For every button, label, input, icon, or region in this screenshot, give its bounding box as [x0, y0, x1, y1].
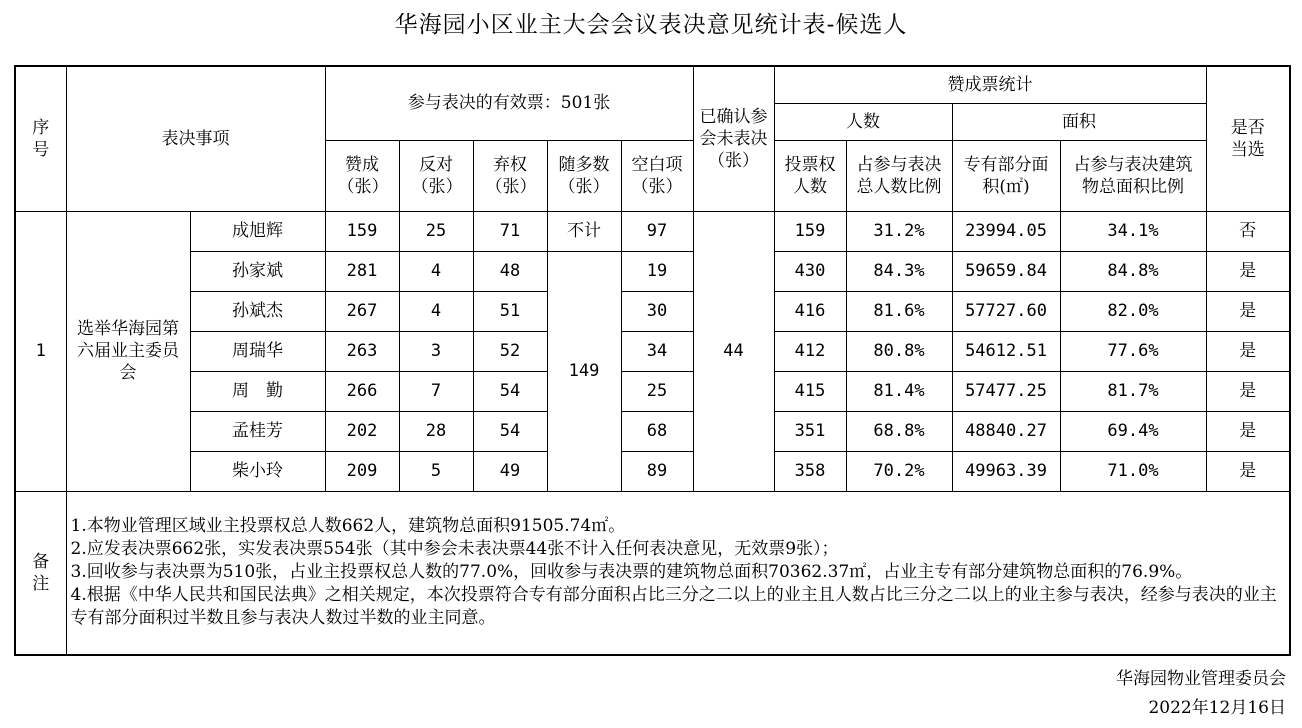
area-cell: 59659.84 — [952, 251, 1060, 291]
header-seq: 序号 — [15, 66, 66, 211]
follow-majority-cell: 不计 — [547, 211, 621, 251]
candidate-name: 周瑞华 — [190, 331, 325, 371]
header-approve: 赞成（张） — [325, 140, 399, 211]
elected-cell: 是 — [1206, 251, 1290, 291]
abstain-cell: 54 — [473, 371, 547, 411]
blank-cell: 34 — [621, 331, 693, 371]
people-ratio-cell: 80.8% — [846, 331, 952, 371]
table-row — [15, 211, 1290, 251]
area-cell: 49963.39 — [952, 451, 1060, 491]
table-row — [15, 251, 1290, 291]
header-exclusive-area: 专有部分面积(㎡) — [952, 140, 1060, 211]
elected-cell: 是 — [1206, 291, 1290, 331]
approve-cell: 281 — [325, 251, 399, 291]
candidate-name: 孟桂芳 — [190, 411, 325, 451]
oppose-cell: 25 — [399, 211, 473, 251]
table-row — [15, 411, 1290, 451]
follow-majority-merged-cell: 149 — [547, 251, 621, 491]
vote-statistics-table — [14, 65, 1291, 656]
elected-cell: 否 — [1206, 211, 1290, 251]
header-abstain: 弃权（张） — [473, 140, 547, 211]
oppose-cell: 5 — [399, 451, 473, 491]
abstain-cell: 49 — [473, 451, 547, 491]
voters-cell: 415 — [774, 371, 846, 411]
people-ratio-cell: 70.2% — [846, 451, 952, 491]
item-label: 选举华海园第六届业主委员会 — [66, 211, 190, 491]
abstain-cell: 48 — [473, 251, 547, 291]
approve-cell: 263 — [325, 331, 399, 371]
table-row — [15, 291, 1290, 331]
area-ratio-cell: 69.4% — [1060, 411, 1206, 451]
candidate-name: 成旭辉 — [190, 211, 325, 251]
approve-cell: 266 — [325, 371, 399, 411]
area-ratio-cell: 34.1% — [1060, 211, 1206, 251]
voters-cell: 412 — [774, 331, 846, 371]
voters-cell: 430 — [774, 251, 846, 291]
blank-cell: 68 — [621, 411, 693, 451]
notes-content — [66, 491, 1290, 655]
oppose-cell: 4 — [399, 251, 473, 291]
header-elected: 是否当选 — [1206, 66, 1290, 211]
note-item: 3.回收参与表决票为510张，占业主投票权总人数的77.0%，回收参与表决票的建筑物总面积70362.37㎡，占业主专有部分建筑物总面积的76.9%。 — [70, 562, 1193, 583]
candidate-name: 孙斌杰 — [190, 291, 325, 331]
blank-cell: 97 — [621, 211, 693, 251]
header-approve-stats: 赞成票统计 — [774, 66, 1206, 103]
approve-cell: 267 — [325, 291, 399, 331]
header-unconfirmed: 已确认参会未表决（张） — [693, 66, 774, 211]
candidate-name: 孙家斌 — [190, 251, 325, 291]
notes-label: 备注 — [15, 491, 66, 655]
voters-cell: 416 — [774, 291, 846, 331]
row-seq: 1 — [15, 211, 66, 491]
notes-row — [15, 491, 1290, 655]
candidate-name: 周 勤 — [190, 371, 325, 411]
area-cell: 57727.60 — [952, 291, 1060, 331]
header-follow-majority: 随多数（张） — [547, 140, 621, 211]
area-cell: 57477.25 — [952, 371, 1060, 411]
header-valid-votes: 参与表决的有效票：501张 — [325, 66, 693, 140]
header-area: 面积 — [952, 103, 1206, 140]
signature-org: 华海园物业管理委员会 — [1116, 669, 1286, 689]
voters-cell: 358 — [774, 451, 846, 491]
unconfirmed-cell: 44 — [693, 211, 774, 491]
oppose-cell: 4 — [399, 291, 473, 331]
people-ratio-cell: 84.3% — [846, 251, 952, 291]
signature-date: 2022年12月16日 — [1148, 698, 1286, 718]
people-ratio-cell: 68.8% — [846, 411, 952, 451]
blank-cell: 19 — [621, 251, 693, 291]
oppose-cell: 3 — [399, 331, 473, 371]
voters-cell: 159 — [774, 211, 846, 251]
blank-cell: 30 — [621, 291, 693, 331]
note-item: 4.根据《中华人民共和国民法典》之相关规定，本次投票符合专有部分面积占比三分之二以上的业主且人数占比三分之二以上的业主参与表决，经参与表决的业主专有部分面积过半数且参与表决人数过半数的业主同意。 — [70, 585, 1277, 629]
header-item: 表决事项 — [66, 66, 325, 211]
document-title: 华海园小区业主大会会议表决意见统计表-候选人 — [394, 12, 908, 38]
elected-cell: 是 — [1206, 411, 1290, 451]
note-item: 2.应发表决票662张，实发表决票554张（其中参会未表决票44张不计入任何表决意见，无效票9张）； — [70, 539, 839, 560]
blank-cell: 89 — [621, 451, 693, 491]
header-blank: 空白项（张） — [621, 140, 693, 211]
oppose-cell: 28 — [399, 411, 473, 451]
area-ratio-cell: 84.8% — [1060, 251, 1206, 291]
area-ratio-cell: 77.6% — [1060, 331, 1206, 371]
elected-cell: 是 — [1206, 451, 1290, 491]
area-cell: 23994.05 — [952, 211, 1060, 251]
area-cell: 48840.27 — [952, 411, 1060, 451]
header-oppose: 反对（张） — [399, 140, 473, 211]
header-area-ratio: 占参与表决建筑物总面积比例 — [1060, 140, 1206, 211]
table-row — [15, 371, 1290, 411]
abstain-cell: 51 — [473, 291, 547, 331]
table-row — [15, 331, 1290, 371]
elected-cell: 是 — [1206, 331, 1290, 371]
people-ratio-cell: 81.6% — [846, 291, 952, 331]
oppose-cell: 7 — [399, 371, 473, 411]
note-item: 1.本物业管理区域业主投票权总人数662人，建筑物总面积91505.74㎡。 — [70, 516, 626, 537]
voters-cell: 351 — [774, 411, 846, 451]
approve-cell: 159 — [325, 211, 399, 251]
abstain-cell: 71 — [473, 211, 547, 251]
area-ratio-cell: 71.0% — [1060, 451, 1206, 491]
elected-cell: 是 — [1206, 371, 1290, 411]
candidate-name: 柴小玲 — [190, 451, 325, 491]
header-people: 人数 — [774, 103, 952, 140]
header-voters: 投票权人数 — [774, 140, 846, 211]
area-ratio-cell: 81.7% — [1060, 371, 1206, 411]
area-ratio-cell: 82.0% — [1060, 291, 1206, 331]
table-row — [15, 451, 1290, 491]
approve-cell: 202 — [325, 411, 399, 451]
area-cell: 54612.51 — [952, 331, 1060, 371]
blank-cell: 25 — [621, 371, 693, 411]
abstain-cell: 54 — [473, 411, 547, 451]
people-ratio-cell: 81.4% — [846, 371, 952, 411]
approve-cell: 209 — [325, 451, 399, 491]
header-people-ratio: 占参与表决总人数比例 — [846, 140, 952, 211]
people-ratio-cell: 31.2% — [846, 211, 952, 251]
abstain-cell: 52 — [473, 331, 547, 371]
